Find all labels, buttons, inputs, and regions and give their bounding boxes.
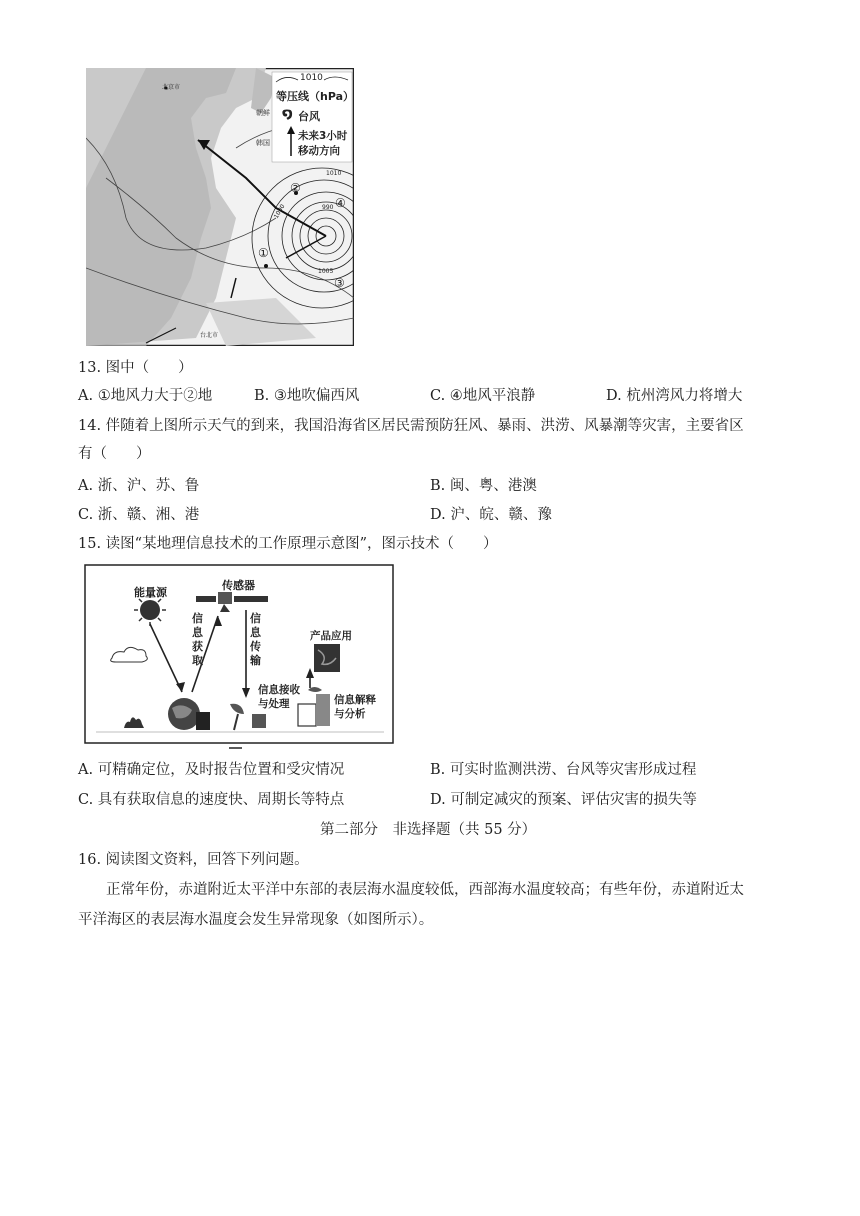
isobar-1010-label: 1010 xyxy=(326,170,342,177)
q16-stem: 16. 阅读图文资料，回答下列问题。 xyxy=(78,852,309,868)
q14-stem-line2: 有（ ） xyxy=(78,446,151,462)
q14-option-a: A. 浙、沪、苏、鲁 xyxy=(78,478,200,494)
product-app-label: 产品应用 xyxy=(310,630,352,642)
info-acquire-label: 信 息 获 取 xyxy=(192,612,203,667)
info-transmit-label: 信 息 传 输 xyxy=(250,612,261,667)
remote-sensing-figure xyxy=(84,564,394,750)
marker-4: ④ xyxy=(335,196,346,210)
q15-option-d: D. 可制定减灾的预案、评估灾害的损失等 xyxy=(430,792,697,808)
q15-stem: 15. 读图“某地理信息技术的工作原理示意图”，图示技术（ ） xyxy=(78,536,498,552)
legend-arrow-label-2: 移动方向 xyxy=(298,145,340,157)
label-korea-north: 朝鲜 xyxy=(256,109,270,117)
receive-label-2: 与处理 xyxy=(258,698,290,710)
legend-arrow-label-1: 未来3小时 xyxy=(298,130,348,142)
receive-label-1: 信息接收 xyxy=(258,684,300,696)
label-beijing: 北京市 xyxy=(162,84,181,91)
q13-option-d: D. 杭州湾风力将增大 xyxy=(606,388,743,404)
sensor-label: 传感器 xyxy=(222,579,255,592)
isobar-1000-label: 1000 xyxy=(272,203,287,220)
q13-stem: 13. 图中（ ） xyxy=(78,360,193,376)
interpret-label-2: 与分析 xyxy=(334,708,366,720)
isobar-1005-label: 1005 xyxy=(318,268,334,275)
q13-option-a: A. ①地风力大于②地 xyxy=(78,388,213,404)
part2-heading: 第二部分 非选择题（共 55 分） xyxy=(320,822,537,838)
q15-option-b: B. 可实时监测洪涝、台风等灾害形成过程 xyxy=(430,762,697,778)
legend-typhoon-label: 台风 xyxy=(298,110,320,123)
interpret-label-1: 信息解释 xyxy=(334,694,376,706)
isobar-990-label: 990 xyxy=(322,204,334,211)
typhoon-icon: ໑ xyxy=(282,106,293,122)
legend-isobar-label: 等压线（hPa） xyxy=(276,90,355,103)
q14-option-c: C. 浙、赣、湘、港 xyxy=(78,507,200,523)
q14-option-d: D. 沪、皖、赣、豫 xyxy=(430,507,552,523)
q15-option-c: C. 具有获取信息的速度快、周期长等特点 xyxy=(78,792,345,808)
marker-1: ① xyxy=(258,246,269,260)
q14-option-b: B. 闽、粤、港澳 xyxy=(430,478,537,494)
q13-option-c: C. ④地风平浪静 xyxy=(430,388,536,404)
marker-3: ③ xyxy=(334,276,345,290)
legend-isobar-value: 1010 xyxy=(300,73,323,83)
energy-source-label: 能量源 xyxy=(134,586,167,599)
marker-2: ② xyxy=(290,181,301,195)
q14-stem-line1: 14. 伴随着上图所示天气的到来，我国沿海省区居民需预防狂风、暴雨、洪涝、风暴潮等灾害，主要省区 xyxy=(78,418,744,434)
label-taipei: 台北市 xyxy=(200,332,219,339)
q16-paragraph-line1: 正常年份，赤道附近太平洋中东部的表层海水温度较低，西部海水温度较高；有些年份，赤道附近太 xyxy=(106,882,744,898)
q15-option-a: A. 可精确定位，及时报告位置和受灾情况 xyxy=(78,762,345,778)
q16-paragraph-line2: 平洋海区的表层海水温度会发生异常现象（如图所示）。 xyxy=(78,912,434,928)
typhoon-map-figure xyxy=(86,68,354,346)
label-korea-south: 韩国 xyxy=(256,139,270,147)
q13-option-b: B. ③地吹偏西风 xyxy=(254,388,360,404)
